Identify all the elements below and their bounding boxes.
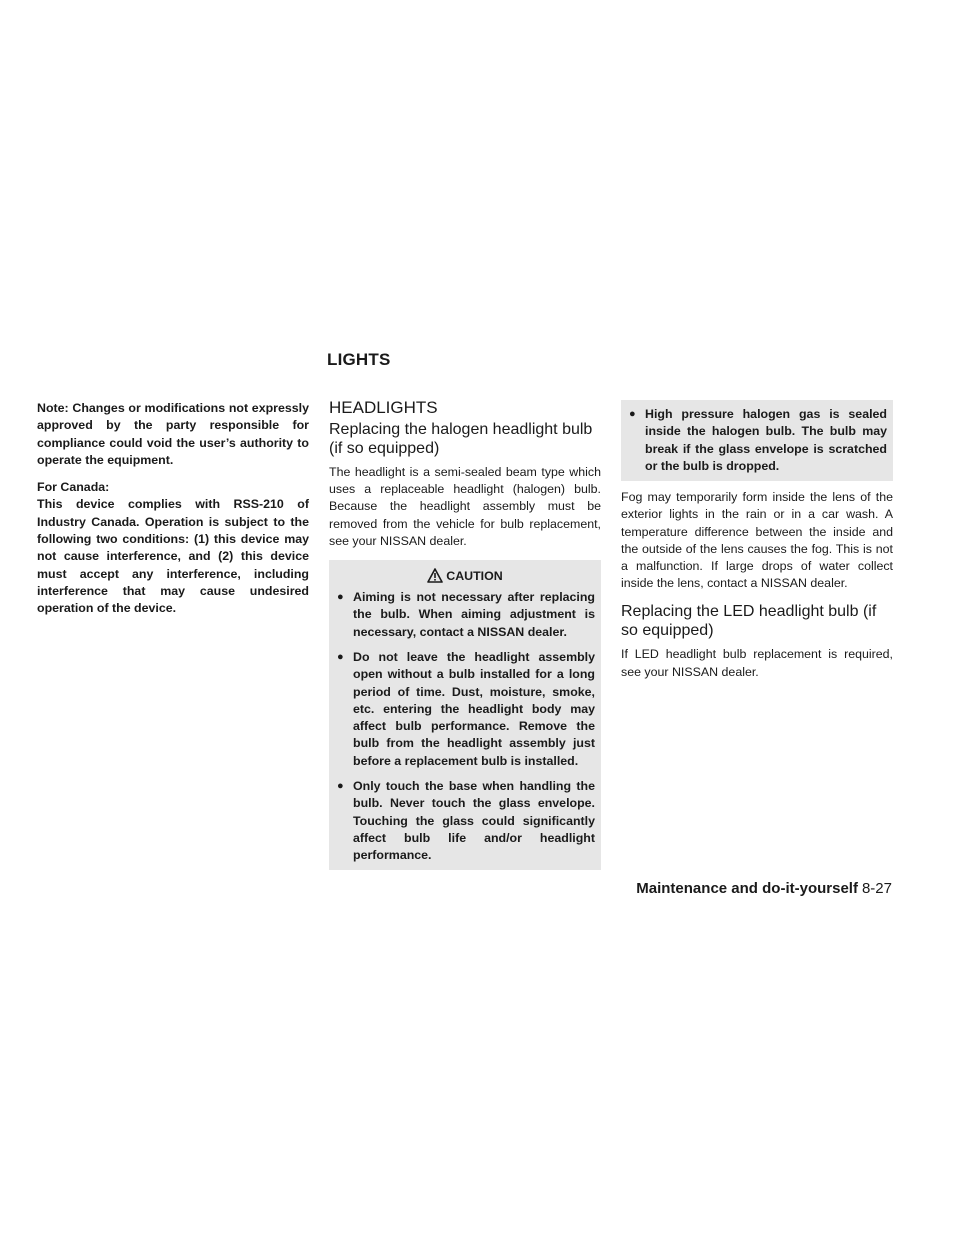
column-2	[329, 400, 601, 870]
caution-item-text: Do not leave the headlight assembly open without a bulb installed for a long period of time. Dust, moisture, smoke, etc. entering the headlight body may affect bulb performance. Remove the bulb from the headlight assembly just before a replacement bulb is installed.	[353, 649, 595, 768]
halogen-paragraph: The headlight is a semi-sealed beam type which uses a replaceable headlight (halogen) bulb. Because the headlight assembly must be removed from the vehicle for bulb replacement, see your NISSAN dealer.	[329, 465, 601, 548]
canada-heading: For Canada:	[37, 480, 110, 495]
halogen-subheading: Replacing the halogen headlight bulb (if so equipped)	[329, 421, 593, 457]
led-heading: Replacing the LED headlight bulb (if so equipped)	[621, 603, 877, 640]
caution-label: CAUTION	[446, 568, 503, 583]
caution-item-text: Aiming is not necessary after replacing the bulb. When aiming adjustment is necessary, contact a NISSAN dealer.	[353, 590, 595, 639]
canada-text: This device complies with RSS-210 of Industry Canada. Operation is subject to the following two conditions: (1) this device may not cause interference, and (2) this device must accept any interference, including interference that may cause undesired operation of the device.	[37, 497, 309, 616]
led-paragraph: If LED headlight bulb replacement is required, see your NISSAN dealer.	[621, 647, 893, 679]
bullet-icon: ●	[629, 408, 636, 420]
fog-paragraph: Fog may temporarily form inside the lens of the exterior lights in the rain or in a car wash. A temperature difference between the inside and the outside of the lens causes the fog. This is not a malfunction. If large drops of water collect inside the lens, contact a NISSAN dealer.	[621, 490, 893, 591]
page-footer	[636, 880, 892, 897]
section-title: LIGHTS	[327, 350, 391, 369]
caution-item	[627, 406, 887, 475]
caution-item	[335, 589, 595, 641]
bullet-icon: ●	[337, 591, 344, 604]
caution-item	[335, 778, 595, 864]
canada-block	[37, 479, 309, 617]
bullet-icon: ●	[337, 779, 344, 792]
bullet-icon: ●	[337, 650, 344, 663]
caution-box	[329, 560, 601, 870]
column-3	[621, 400, 893, 691]
warning-triangle-icon	[427, 568, 443, 583]
caution-box-continued	[621, 400, 893, 481]
caution-item-text: Only touch the base when handling the bulb. Never touch the glass envelope. Touching the glass could significantly affect bulb life and/or headlight performance.	[353, 778, 595, 863]
note-paragraph: Note: Changes or modifications not expressly approved by the party responsible for compliance could void the user’s authority to operate the equipment.	[37, 401, 309, 467]
caution-header	[335, 568, 595, 583]
caution-item	[335, 649, 595, 770]
headlights-heading: HEADLIGHTS	[329, 398, 438, 417]
footer-chapter-title: Maintenance and do-it-yourself	[636, 880, 858, 897]
column-1	[37, 400, 309, 628]
page-number: 8-27	[861, 880, 892, 897]
caution-item-text: High pressure halogen gas is sealed inside the halogen bulb. The bulb may break if the glass envelope is scratched or the bulb is dropped.	[645, 407, 887, 473]
